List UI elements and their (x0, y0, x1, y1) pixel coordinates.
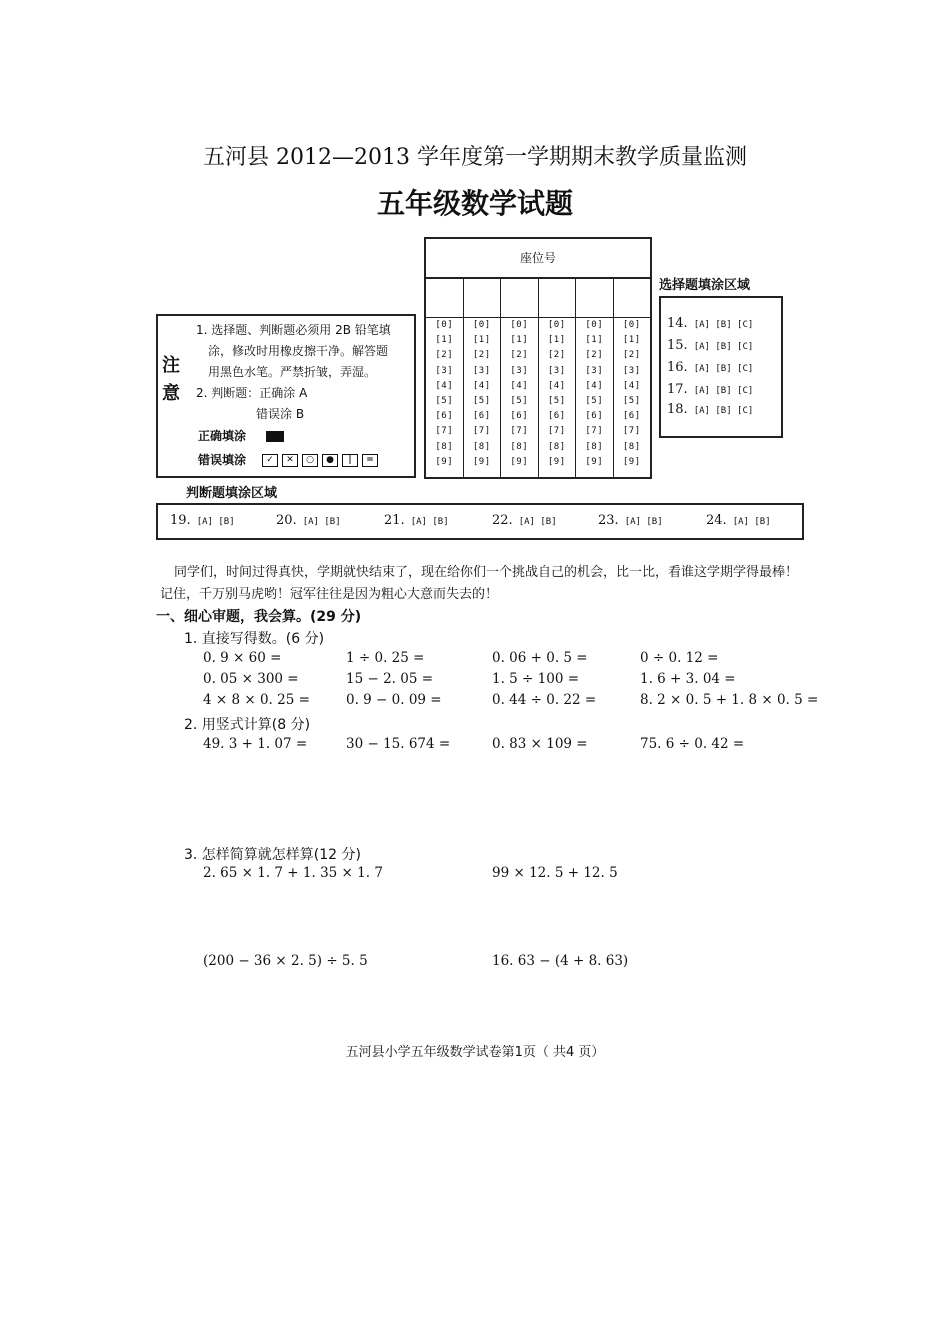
wrong-fill-example (198, 451, 378, 468)
seat-digit-bubble[interactable]: [5] (435, 395, 454, 406)
seat-digit-bubble[interactable]: [9] (435, 456, 454, 467)
seat-digit-bubble[interactable]: [1] (472, 335, 491, 346)
judge-options: [A] [B] (302, 517, 341, 527)
equation: 49. 3 + 1. 07 = (203, 736, 308, 752)
choice-number: 16. (667, 360, 688, 375)
equation: 0. 9 × 60 = (203, 650, 282, 666)
seat-digit-bubble[interactable]: [6] (472, 411, 491, 422)
seat-digit-bubble[interactable]: [0] (435, 320, 454, 330)
seat-digit-bubble[interactable]: [5] (547, 395, 566, 406)
filled-bubble-icon (266, 431, 284, 442)
seat-digit-bubble[interactable]: [7] (622, 426, 641, 437)
cross-mark-icon: ✕ (282, 454, 298, 467)
notice-box (156, 314, 416, 478)
judge-item[interactable] (492, 513, 557, 528)
equation: (200 − 36 × 2. 5) ÷ 5. 5 (203, 953, 368, 969)
seat-digit-bubble[interactable]: [8] (510, 441, 529, 452)
seat-digit-bubble[interactable]: [6] (547, 411, 566, 422)
judge-number: 19. (170, 513, 191, 528)
question-title: 3. 怎样简算就怎样算(12 分) (184, 847, 361, 863)
dot-mark-icon: ● (322, 454, 338, 467)
section-heading: 一、细心审题，我会算。(29 分) (156, 609, 362, 625)
choice-options: [A] [B] [C] (693, 342, 754, 352)
seat-digit-bubble[interactable]: [6] (585, 411, 604, 422)
seat-digit-bubble[interactable]: [4] (622, 380, 641, 391)
seat-digit-bubble[interactable]: [7] (585, 426, 604, 437)
seat-digit-bubble[interactable]: [2] (585, 350, 604, 361)
equation: 30 − 15. 674 = (346, 736, 451, 752)
judge-item[interactable] (706, 513, 771, 528)
seat-digit-bubble[interactable]: [9] (622, 456, 641, 467)
seat-digit-bubble[interactable]: [2] (435, 350, 454, 361)
equation: 1 ÷ 0. 25 = (346, 650, 425, 666)
equation: 0. 05 × 300 = (203, 671, 299, 687)
seat-digit-bubble[interactable]: [2] (472, 350, 491, 361)
notice-line: 用黑色水笔。严禁折皱，弄湿。 (208, 365, 377, 379)
seat-number-label: 座位号 (426, 239, 650, 279)
judge-item[interactable] (598, 513, 663, 528)
notice-lines (196, 320, 391, 425)
seat-digit-bubble[interactable]: [1] (622, 335, 641, 346)
equation: 0. 83 × 109 = (492, 736, 588, 752)
choice-item[interactable] (667, 360, 753, 375)
exam-title: 五年级数学试题 (376, 187, 573, 220)
seat-digit-bubble[interactable]: [7] (510, 426, 529, 437)
judge-area-title: 判断题填涂区域 (186, 486, 278, 501)
seat-digit-bubble[interactable]: [8] (547, 441, 566, 452)
choice-number: 15. (667, 338, 688, 353)
equation: 0. 9 − 0. 09 = (346, 692, 442, 708)
equation: 2. 65 × 1. 7 + 1. 35 × 1. 7 (203, 865, 383, 881)
seat-digit-bubble[interactable]: [4] (510, 380, 529, 391)
equation: 75. 6 ÷ 0. 42 = (640, 736, 745, 752)
seat-digit-bubble[interactable]: [5] (472, 395, 491, 406)
judge-options: [A] [B] (410, 517, 449, 527)
seat-digit-bubble[interactable]: [4] (547, 380, 566, 391)
seat-digit-bubble[interactable]: [2] (547, 350, 566, 361)
seat-digit-bubble[interactable]: [8] (435, 441, 454, 452)
circle-mark-icon: ○ (302, 454, 318, 467)
seat-digit-column (539, 279, 577, 477)
judge-item[interactable] (384, 513, 449, 528)
page-footer: 五河县小学五年级数学试卷第1页（ 共4 页） (345, 1045, 605, 1060)
seat-digit-bubble[interactable]: [3] (547, 365, 566, 376)
notice-label-char: 意 (162, 383, 180, 404)
choice-item[interactable] (667, 402, 753, 417)
seat-digit-column (576, 279, 614, 477)
equation: 16. 63 − (4 + 8. 63) (492, 953, 629, 969)
notice-line: 1. 选择题、判断题必须用 2B 铅笔填 (196, 323, 391, 337)
seat-digit-bubble[interactable]: [1] (435, 335, 454, 346)
notice-line: 涂，修改时用橡皮擦干净。解答题 (208, 344, 389, 358)
choice-item[interactable] (667, 382, 753, 397)
dash-mark-icon: = (362, 454, 378, 467)
choice-options: [A] [B] [C] (693, 320, 754, 330)
choice-options: [A] [B] [C] (693, 386, 754, 396)
choice-area-title: 选择题填涂区域 (659, 278, 751, 293)
equation: 99 × 12. 5 + 12. 5 (492, 865, 618, 881)
exam-header-line: 五河县 2012—2013 学年度第一学期期末教学质量监测 (203, 145, 747, 170)
equation: 0. 44 ÷ 0. 22 = (492, 692, 597, 708)
seat-digit-bubble[interactable]: [5] (510, 395, 529, 406)
seat-digit-write-cell[interactable] (576, 279, 613, 318)
correct-fill-example (198, 427, 284, 444)
seat-digit-bubble[interactable]: [9] (472, 456, 491, 467)
seat-digit-bubble[interactable]: [4] (585, 380, 604, 391)
seat-digit-bubble[interactable]: [5] (585, 395, 604, 406)
equation: 15 − 2. 05 = (346, 671, 434, 687)
seat-digit-write-cell[interactable] (539, 279, 576, 318)
seat-digit-column (614, 279, 651, 477)
seat-digit-bubble[interactable]: [4] (472, 380, 491, 391)
seat-digit-bubble[interactable]: [0] (472, 320, 491, 330)
choice-options: [A] [B] [C] (693, 364, 754, 374)
judge-number: 21. (384, 513, 405, 528)
question-title: 2. 用竖式计算(8 分) (184, 717, 311, 733)
choice-item[interactable] (667, 316, 753, 331)
seat-digit-bubble[interactable]: [3] (510, 365, 529, 376)
choice-number: 14. (667, 316, 688, 331)
seat-digit-bubble[interactable]: [7] (435, 426, 454, 437)
seat-digit-bubble[interactable]: [9] (585, 456, 604, 467)
equation: 1. 5 ÷ 100 = (492, 671, 580, 687)
equation: 0 ÷ 0. 12 = (640, 650, 719, 666)
seat-digit-bubble[interactable]: [1] (510, 335, 529, 346)
judge-answer-area (156, 503, 804, 540)
seat-digit-bubble[interactable]: [1] (547, 335, 566, 346)
choice-answer-area (659, 296, 783, 438)
notice-label (162, 352, 182, 408)
seat-digit-bubble[interactable]: [0] (547, 320, 566, 330)
seat-digit-column (501, 279, 539, 477)
judge-number: 24. (706, 513, 727, 528)
seat-digit-bubble[interactable]: [0] (510, 320, 529, 330)
choice-options: [A] [B] [C] (693, 406, 754, 416)
judge-number: 23. (598, 513, 619, 528)
seat-digit-write-cell[interactable] (501, 279, 538, 318)
judge-number: 20. (276, 513, 297, 528)
seat-digit-column (426, 279, 464, 477)
wrong-fill-label: 错误填涂 (198, 453, 247, 467)
seat-digit-bubble[interactable]: [6] (510, 411, 529, 422)
correct-fill-label: 正确填涂 (198, 429, 247, 443)
seat-digit-bubble[interactable]: [0] (585, 320, 604, 330)
seat-digit-bubble[interactable]: [8] (622, 441, 641, 452)
seat-digit-bubble[interactable]: [7] (472, 426, 491, 437)
seat-digit-bubble[interactable]: [3] (622, 365, 641, 376)
equation: 8. 2 × 0. 5 + 1. 8 × 0. 5 = (640, 692, 819, 708)
seat-digit-bubble[interactable]: [2] (622, 350, 641, 361)
intro-paragraph: 同学们，时间过得真快，学期就快结束了，现在给你们一个挑战自己的机会，比一比，看谁这学期学得最棒！记住，千万别马虎哟！冠军往往是因为粗心大意而失去的！ (160, 565, 799, 602)
notice-line: 错误涂 B (256, 407, 305, 421)
seat-number-columns (426, 279, 650, 477)
seat-digit-bubble[interactable]: [9] (547, 456, 566, 467)
seat-digit-bubble[interactable]: [8] (585, 441, 604, 452)
seat-digit-bubble[interactable]: [6] (622, 411, 641, 422)
check-mark-icon: ✓ (262, 454, 278, 467)
judge-item[interactable] (276, 513, 341, 528)
seat-digit-bubble[interactable]: [0] (622, 320, 641, 330)
choice-number: 18. (667, 402, 688, 417)
equation: 0. 06 + 0. 5 = (492, 650, 588, 666)
choice-number: 17. (667, 382, 688, 397)
judge-options: [A] [B] (518, 517, 557, 527)
judge-number: 22. (492, 513, 513, 528)
notice-label-char: 注 (162, 355, 180, 376)
seat-digit-bubble[interactable]: [6] (435, 411, 454, 422)
seat-digit-bubble[interactable]: [3] (472, 365, 491, 376)
seat-digit-write-cell[interactable] (464, 279, 501, 318)
seat-digit-bubble[interactable]: [4] (435, 380, 454, 391)
seat-digit-bubble[interactable]: [8] (472, 441, 491, 452)
seat-digit-bubble[interactable]: [1] (585, 335, 604, 346)
equation: 1. 6 + 3. 04 = (640, 671, 736, 687)
judge-item[interactable] (170, 513, 235, 528)
seat-digit-column (464, 279, 502, 477)
judge-options: [A] [B] (196, 517, 235, 527)
seat-digit-bubble[interactable]: [5] (622, 395, 641, 406)
seat-number-grid (424, 237, 652, 479)
seat-digit-write-cell[interactable] (426, 279, 463, 318)
judge-options: [A] [B] (732, 517, 771, 527)
equation: 4 × 8 × 0. 25 = (203, 692, 310, 708)
seat-digit-bubble[interactable]: [9] (510, 456, 529, 467)
judge-options: [A] [B] (624, 517, 663, 527)
question-title: 1. 直接写得数。(6 分) (184, 631, 325, 647)
notice-line: 2. 判断题：正确涂 A (196, 386, 308, 400)
seat-digit-bubble[interactable]: [3] (585, 365, 604, 376)
seat-digit-bubble[interactable]: [7] (547, 426, 566, 437)
seat-digit-bubble[interactable]: [3] (435, 365, 454, 376)
bar-mark-icon: | (342, 454, 358, 467)
seat-digit-write-cell[interactable] (614, 279, 651, 318)
seat-digit-bubble[interactable]: [2] (510, 350, 529, 361)
choice-item[interactable] (667, 338, 753, 353)
